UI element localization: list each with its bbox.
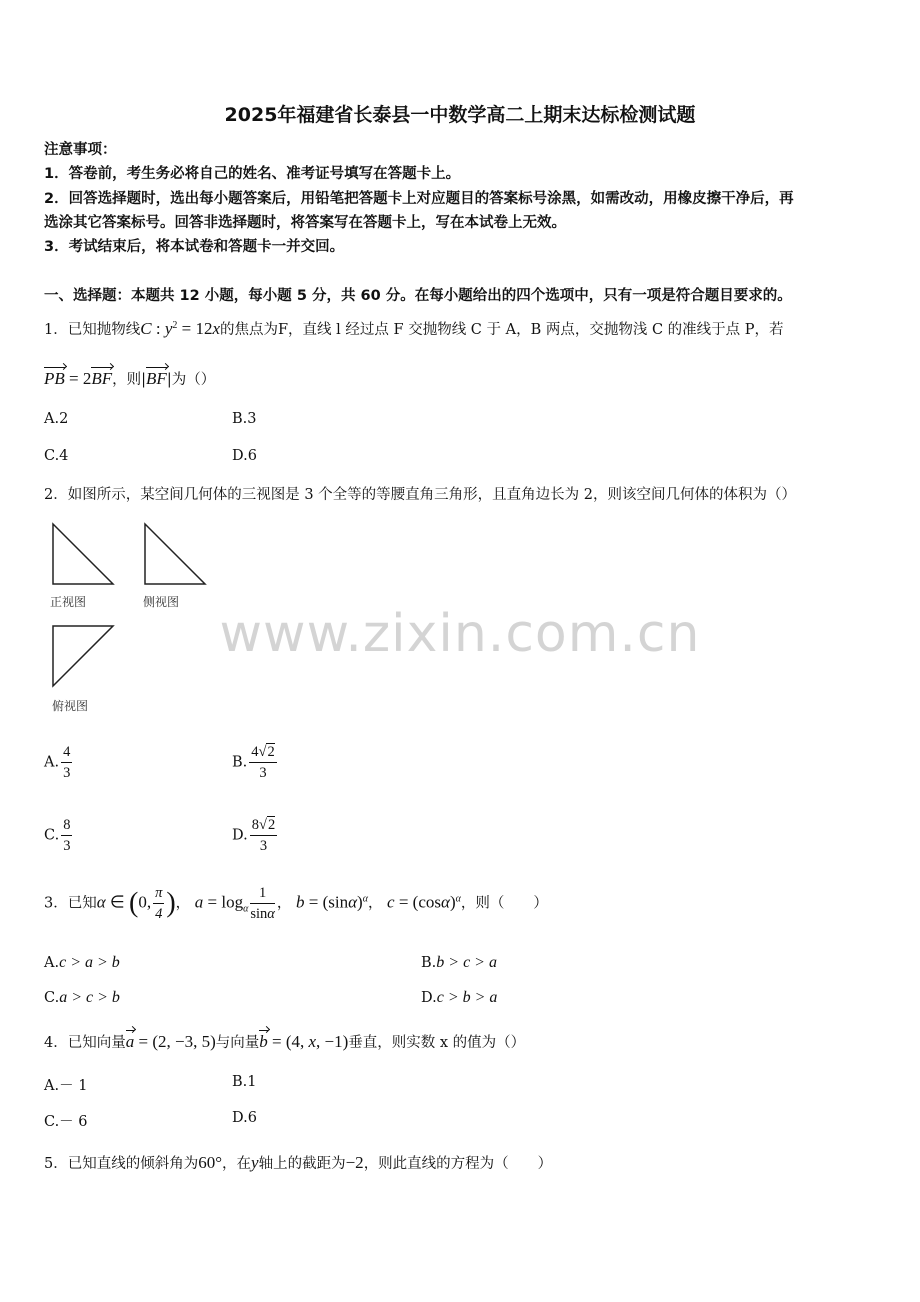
q5-angle: 60° [198,1153,223,1172]
q3-option-c[interactable] [44,989,120,1007]
question-1-cont: PB = 2BF，则|BF|为（） [44,369,216,388]
q3-option-b[interactable] [421,954,497,972]
page-title: 2025年福建省长泰县一中数学高二上期末达标检测试题 [224,104,696,126]
q1-formula: C [140,319,152,338]
q4-tail: 垂直，则实数 x 的值为（） [348,1035,526,1051]
q5-axis: y [251,1153,259,1172]
q1-vector-pb: PB [44,369,65,388]
q4-option-a[interactable]: A.－ 1 [44,1078,88,1094]
q1-option-a[interactable]: A.2 [44,411,69,427]
question-2: 2．如图所示，某空间几何体的三视图是 3 个全等的等腰直角三角形，且直角边长为 2，则该空间几何体的体积为（） [44,487,796,503]
q5-intercept: −2 [345,1153,364,1172]
q1-option-c[interactable]: C.4 [44,448,69,464]
question-4: 4．已知向量a = (2, −3, 5)与向量b = (4, x, −1)垂直，则实数 x 的值为（） [44,1032,526,1051]
q1-prefix: 1．已知抛物线 [44,322,141,338]
front-view-triangle [53,524,113,584]
q1-vector-bf: BF [91,369,113,388]
q3-condition: α [96,892,106,912]
q5-tail: ，则此直线的方程为（ ） [363,1156,553,1172]
q4-option-d[interactable]: D.6 [232,1110,257,1126]
q3-option-b-label: B. [421,955,437,971]
q3-option-a[interactable] [44,954,120,972]
q2-option-a-value: $\frac{4}{3}$ [63,744,71,781]
q5-mid2: 轴上的截距为 [258,1156,346,1172]
q3-option-d[interactable] [421,989,497,1007]
side-view-label: 侧视图 [143,595,180,609]
q3-option-a-label: A. [44,955,60,971]
top-view-label: 俯视图 [52,699,89,713]
q2-option-c-label: C. [44,827,60,844]
q1-tail: |为（） [166,372,216,388]
q3-option-a-value: c > a > b [59,954,120,971]
q3-prefix: 3．已知 [44,895,97,912]
q3-b-def: b [295,892,305,912]
watermark: www.zixin.com.cn [219,604,701,664]
question-5 [44,1152,552,1173]
side-view-triangle [145,524,205,584]
q4-vector-b: b [259,1032,268,1051]
notice-heading: 注意事项： [44,142,117,158]
q1-option-b[interactable]: B.3 [232,411,257,427]
q4-option-b[interactable]: B.1 [232,1074,257,1090]
q3-option-c-label: C. [44,990,60,1006]
q3-option-c-value: a > c > b [59,989,120,1006]
q2-option-b[interactable] [232,742,279,783]
q1-option-d[interactable]: D.6 [232,448,257,464]
q4-vector-a: a [125,1032,135,1051]
question-1: 1．已知抛物线C : $y^2 = 12x$的焦点为F，直线 l 经过点 F 交抛物线 C 于 A，B 两点，交抛物浅 C 的准线于点 P，若 [44,319,784,338]
q3-tail: ，则（ ） [460,895,548,912]
q3-option-d-label: D. [421,990,437,1006]
q2-option-c-value: $\frac{8}{3}$ [63,817,71,854]
notice-item-2-cont: 选涂其它答案标号。回答非选择题时，将答案写在答题卡上，写在本试卷上无效。 [44,215,566,231]
q2-option-d[interactable] [232,815,279,856]
q2-option-a-label: A. [44,754,60,771]
q5-prefix: 5．已知直线的倾斜角为 [44,1156,199,1172]
q2-option-a[interactable] [44,742,74,783]
section-heading: 一、选择题：本题共 12 小题，每小题 5 分，共 60 分。在每小题给出的四个选项中，只有一项是符合题目要求的。 [44,288,792,304]
q1-text: 的焦点为F，直线 l 经过点 F 交抛物线 C 于 A，B 两点，交抛物浅 C 的准线于点 P，若 [220,322,784,338]
three-view-figure [46,518,216,718]
q2-option-b-value: $\frac{4√2}{3}$ [251,744,275,781]
notice-item-1: 1．答卷前，考生务必将自己的姓名、准考证号填写在答题卡上。 [44,166,461,182]
q3-option-d-value: c > b > a [436,989,498,1006]
q2-option-d-value: $\frac{8√2}{3}$ [251,817,276,854]
front-view-label: 正视图 [50,595,87,609]
notice-item-2: 2．回答选择题时，选出每小题答案后，用铅笔把答题卡上对应题目的答案标号涂黑，如需改动，用橡皮擦干净后，再 [44,191,794,207]
q3-c-def: c [387,892,395,912]
q2-option-c[interactable] [44,815,74,856]
q3-option-b-value: b > c > a [436,954,497,971]
question-3: 3．已知α ∈ (0, $\frac{\pi}{4}$ )， $a = \log_\alpha$ $\frac{1}{\sin\alpha}$ ， $b = (\sin\alpha)^\alpha$， $c = (\cos\alpha)^\alpha$，则（ ） [44,885,548,922]
q2-option-d-label: D. [232,827,248,844]
top-view-triangle [53,626,113,686]
notice-item-3: 3．考试结束后，将本试卷和答题卡一并交回。 [44,239,345,255]
q4-option-c[interactable]: C.－ 6 [44,1114,88,1130]
q4-prefix: 4．已知向量 [44,1035,126,1051]
q4-mid: 与向量 [215,1035,260,1051]
q2-option-b-label: B. [232,754,248,771]
q3-a-def: a [194,892,204,912]
q5-mid: ，在 [222,1156,252,1172]
q1-then: ，则| [112,372,147,388]
